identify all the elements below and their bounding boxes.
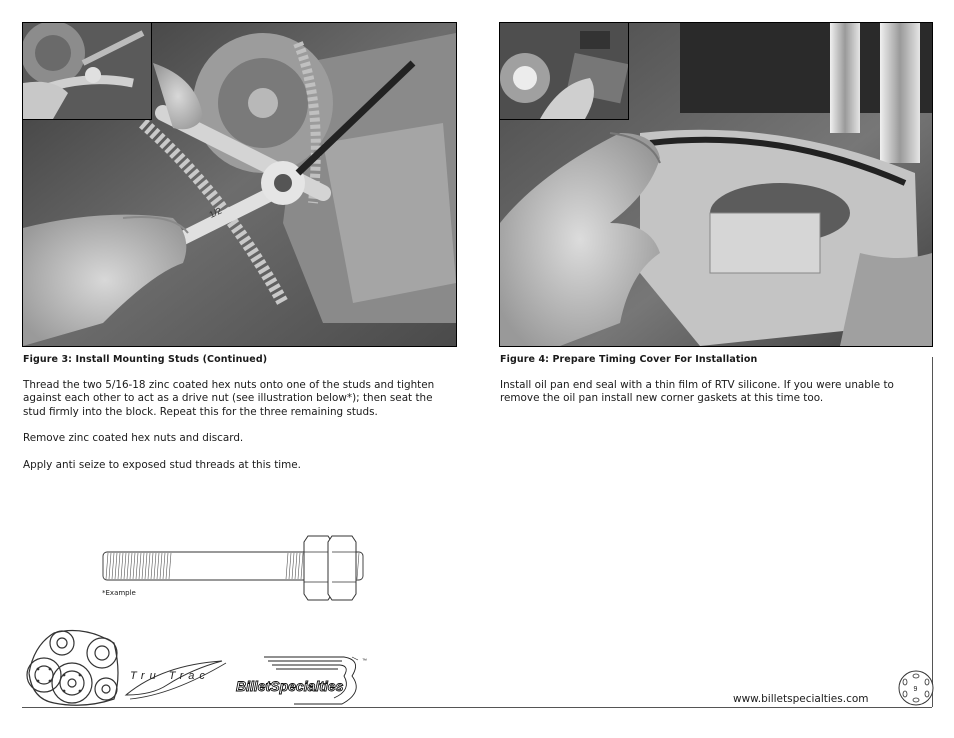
wrench-marking: 1/2 xyxy=(207,205,224,220)
illustration-caption: *Example xyxy=(102,589,136,597)
figure-3-title: Figure 3: Install Mounting Studs (Continued) xyxy=(23,354,268,365)
trademark-symbol: ™ xyxy=(362,658,367,664)
figure-4-paragraph-1: Install oil pan end seal with a thin film of RTV silicone. If you were unable to remove the oil pan install new corner gaskets at this time too. xyxy=(500,379,894,405)
page-number: 9 xyxy=(913,686,918,693)
figure-3-paragraph-2: Remove zinc coated hex nuts and discard. xyxy=(23,432,244,444)
footer-rule xyxy=(22,707,932,708)
figure-3-paragraph-1: Thread the two 5/16-18 zinc coated hex nuts onto one of the studs and tighten against each other to act as a drive nut (see illustration below*); then seat the stud firmly into the block. Repeat this for the three remaining studs. xyxy=(23,379,435,418)
figure-4-inset-photo xyxy=(500,23,629,120)
figure-3-inset-photo xyxy=(23,23,152,120)
figure-3-paragraph-3: Apply anti seize to exposed stud threads at this time. xyxy=(23,459,301,471)
page-badge-icon xyxy=(896,669,936,707)
website-url: www.billetspecialties.com xyxy=(733,693,869,705)
figure-4-title: Figure 4: Prepare Timing Cover For Installation xyxy=(500,354,758,365)
stud-nut-illustration xyxy=(100,534,370,604)
figure-4-photo xyxy=(499,22,933,347)
trutrac-logo-text: Tru Trac xyxy=(130,670,210,682)
figure-3-photo xyxy=(22,22,457,347)
right-column-rule xyxy=(932,357,933,707)
trutrac-logo-icon xyxy=(122,655,232,703)
pulley-system-logo-icon xyxy=(24,625,124,707)
billet-specialties-logo-icon xyxy=(234,652,392,708)
billet-logo-text: BilletSpecialties xyxy=(236,678,344,694)
